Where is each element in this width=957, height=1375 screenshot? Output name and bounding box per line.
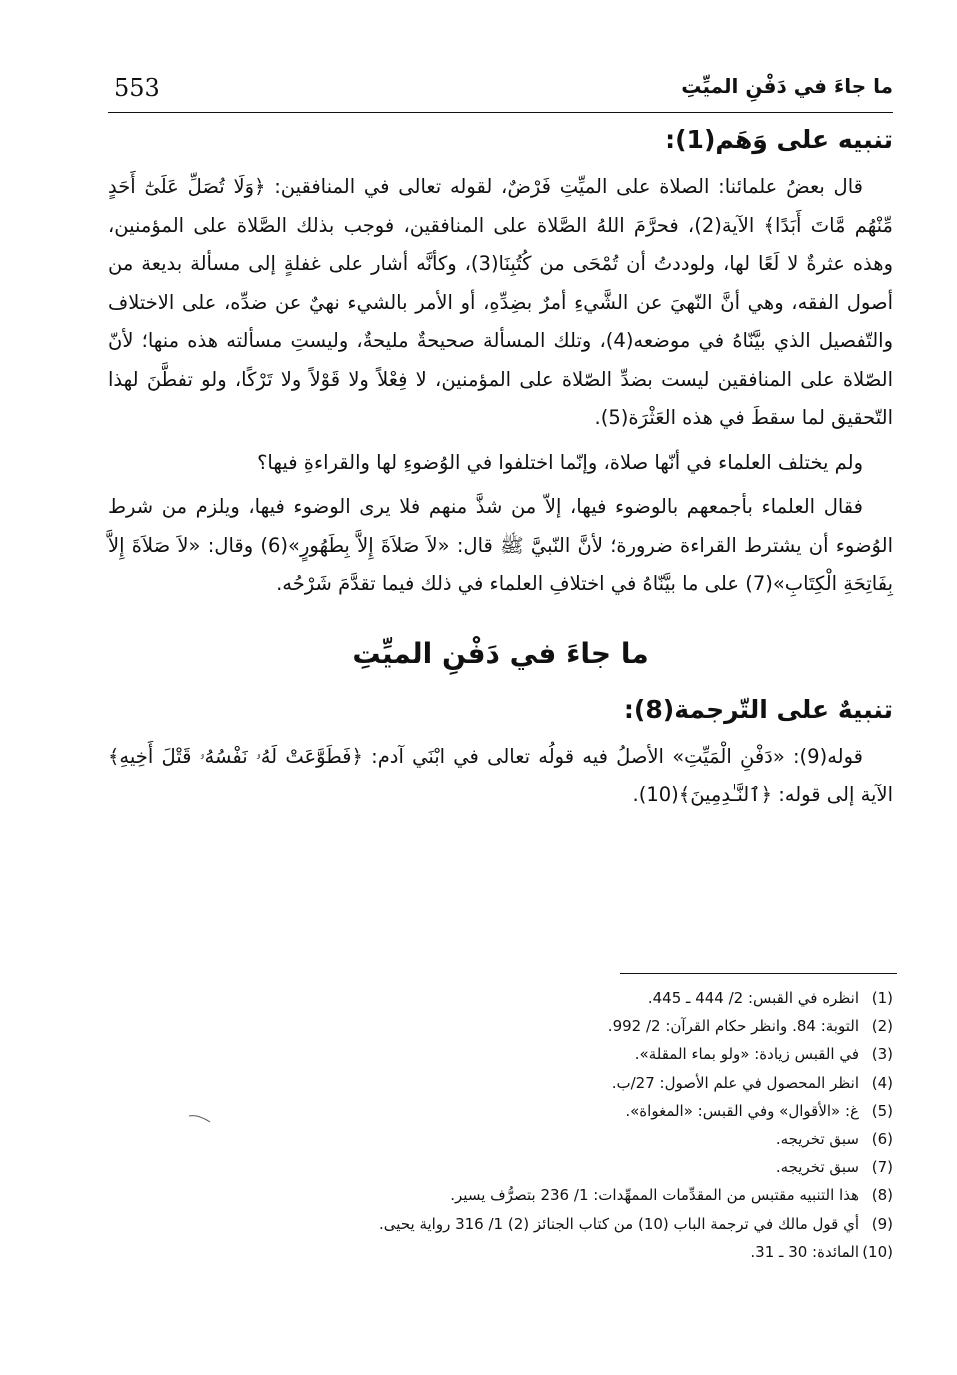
running-head: ما جاءَ في دَفْنِ الميِّتِ: [681, 74, 893, 98]
footnote-number: (3): [871, 1045, 893, 1064]
section-title: ما جاءَ في دَفْنِ الميِّتِ: [352, 636, 649, 670]
paragraph: ولم يختلف العلماء في أنّها صلاة، وإنّما اختلفوا في الوُضوءِ لها والقراءةِ فيها؟: [257, 450, 863, 474]
footnote: [200, 984, 893, 1012]
footnote-number: (5): [871, 1101, 893, 1120]
footnote-text: سبق تخريجه.: [775, 1158, 859, 1177]
paragraph: فقال العلماء بأجمعهم بالوضوء فيها، إلاّ من شذَّ منهم فلا يرى الوضوء فيها، ويلزم من شرط الوُضوء أن يشترط القراءة ضرورة؛ لأنَّ النّبيَّ ﷺ قال: «لاَ صَلاَةَ إِلاَّ بِطَهُورٍ»(6) وقال: «لاَ صَلاَةَ إِلاَّ بِفَاتِحَةِ الْكِتَابِ»(7) على ما بيَّنّاهُ في اختلافِ العلماء في ذلك فيما تقدَّمَ شَرْحُه.: [108, 495, 893, 595]
footnote-text: المائدة: 30 ـ 31.: [750, 1242, 859, 1261]
main-text: [108, 118, 893, 821]
footnote: [200, 1040, 893, 1068]
footnote-text: التوبة: 84. وانظر حكام القرآن: 2/ 992.: [607, 1017, 859, 1036]
footnote: [200, 1125, 893, 1153]
footnote: [200, 1069, 893, 1097]
footnote: [200, 1012, 893, 1040]
page-number: 553: [114, 74, 160, 102]
note-heading: تنبيهٌ على التّرجمة(8):: [623, 694, 893, 724]
footnote-divider: [620, 973, 897, 974]
footnote-number: (2): [871, 1017, 893, 1036]
footnote-number: (1): [871, 989, 893, 1007]
page-header: [108, 64, 893, 113]
note-heading: تنبيه على وَهَم(1):: [665, 125, 893, 154]
stray-mark: [188, 1114, 212, 1124]
footnote-text: أي قول مالك في ترجمة الباب (10) من كتاب الجنائز (2) 1/ 316 رواية يحيى.: [379, 1214, 859, 1233]
footnote: [200, 1238, 893, 1266]
footnote-number: (10): [862, 1242, 893, 1261]
paragraph: قوله(9): «دَفْنِ الْمَيِّتِ» الأصلُ فيه قولُه تعالى في ابْنَي آدم: ﴿فَطَوَّعَتْ لَهُۥ نَفْسُهُۥ قَتْلَ أَخِيهِ﴾ الآية إلى قوله: ﴿ٱلنَّـٰدِمِينَ﴾(10).: [108, 744, 893, 806]
footnote-text: انظر المحصول في علم الأصول: 27/ب.: [611, 1073, 859, 1092]
footnote: [200, 1181, 893, 1209]
footnote-number: (4): [871, 1073, 893, 1092]
footnote-number: (9): [871, 1214, 893, 1233]
footnote: [200, 1210, 893, 1238]
footnote-text: هذا التنبيه مقتبس من المقدِّمات الممهِّدات: 1/ 236 بتصرُّف يسير.: [450, 1186, 859, 1205]
footnote: [200, 1153, 893, 1181]
footnote-text: في القبس زيادة: «ولو بماء المقلة».: [634, 1045, 859, 1064]
footnote-number: (6): [871, 1130, 893, 1149]
footnote-number: (7): [871, 1158, 893, 1177]
paragraph: قال بعضُ علمائنا: الصلاة على الميِّتِ فَرْضٌ، لقوله تعالى في المنافقين: ﴿وَلَا تُصَلِّ عَلَىٰٓ أَحَدٍ مِّنْهُم مَّاتَ أَبَدًا﴾ الآية(2)، فحرَّمَ اللهُ الصَّلاة على المنافقين، فوجب بذلك الصَّلاة على المؤمنين، وهذه عثرةٌ لا لَعًا لها، ولوددتُ أن تُمْحَى من كُتُبِنَا(3)، وكأنَّه أشار على غفلةٍ إلى مسألة بديعة من أصول الفقه، وهي أنَّ النّهيَ عن الشَّيءِ أمرٌ بضِدِّهِ، أو الأمر بالشيء نهيٌ عن ضدِّه، على الاختلاف والتّفصيل الذي بيَّنّاهُ في موضعه(4)، وتلك المسألة صحيحةٌ مليحةٌ، وليستِ مسألته هذه منها؛ لأنّ الصّلاة على المنافقين ليست بضدِّ الصّلاة على المؤمنين، لا فِعْلاً ولا قَوْلاً ولا تَرْكًا، ولو تفطَّنَ لهذا التّحقيق لما سقطَ في هذه العَثْرَة(5).: [108, 175, 894, 429]
footnote-text: انظره في القبس: 2/ 444 ـ 445.: [647, 989, 859, 1007]
footnote-text: سبق تخريجه.: [775, 1130, 859, 1149]
footnote-text: غ: «الأقوال» وفي القبس: «المغواة».: [625, 1101, 859, 1120]
footnotes-list: [200, 984, 893, 1266]
footnote: [200, 1097, 893, 1125]
footnote-number: (8): [871, 1186, 893, 1205]
